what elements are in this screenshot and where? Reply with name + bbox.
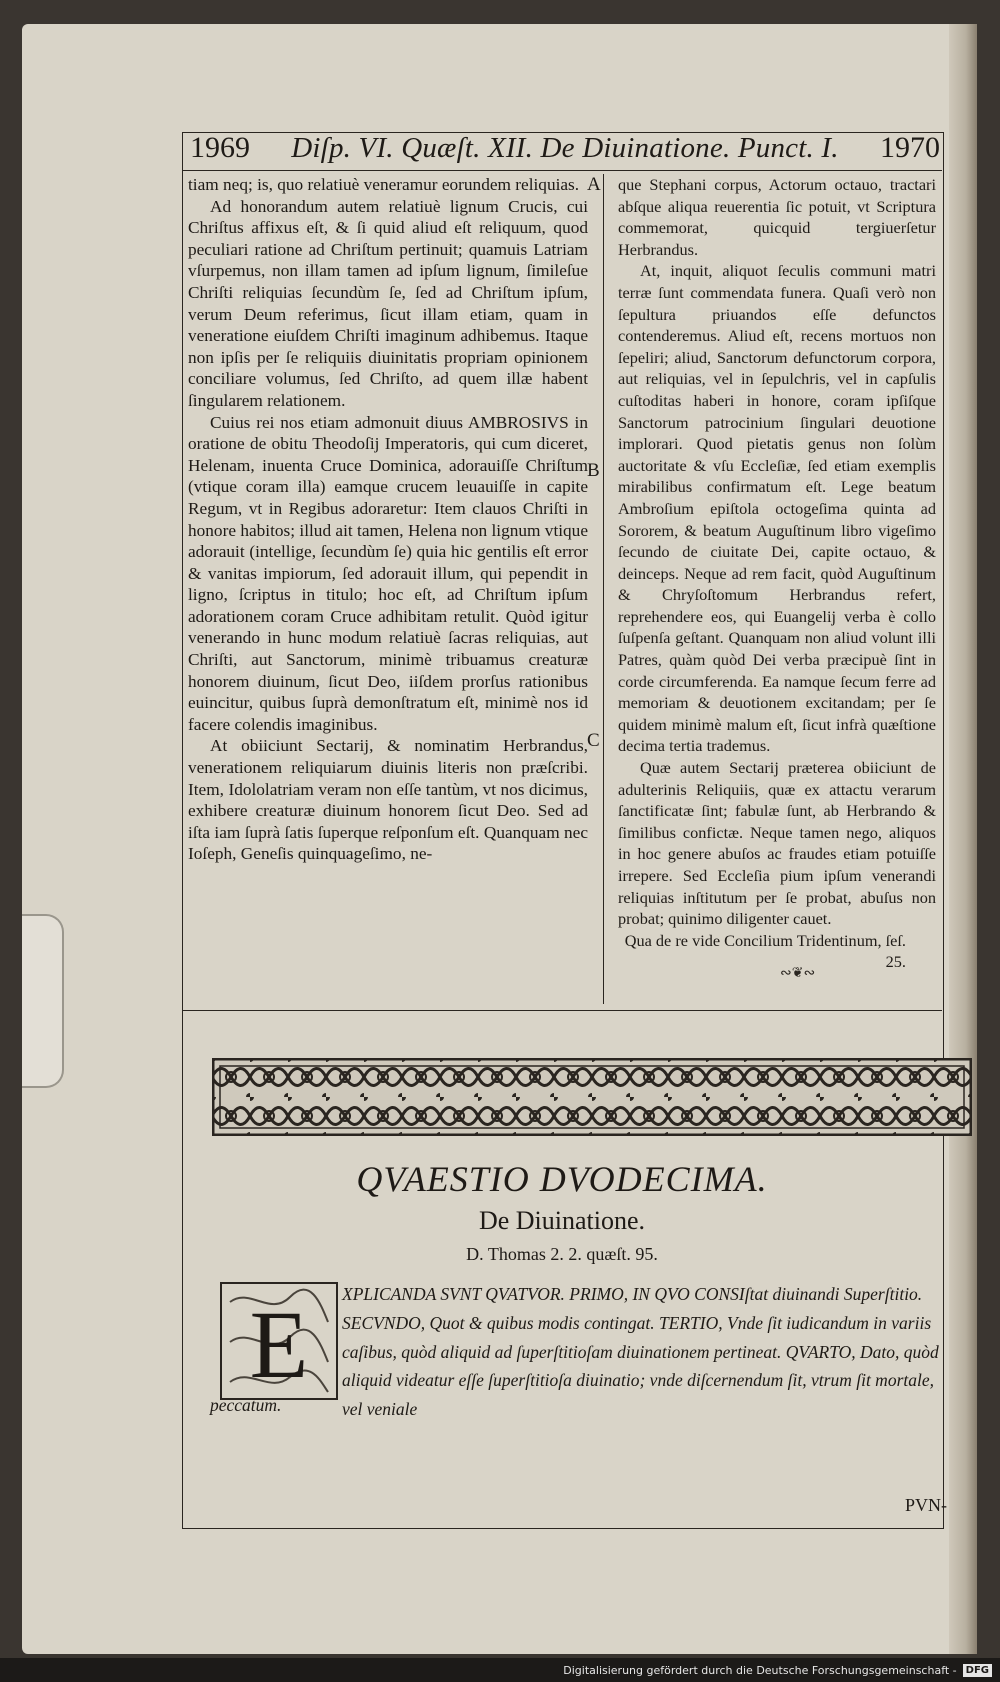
paragraph: Qua de re vide Concilium Tridentinum, ſeſ. 25.: [624, 930, 906, 972]
right-column: [618, 174, 936, 973]
digitization-footer: [0, 1658, 1000, 1682]
paragraph: tiam neq; is, quo relatiuè veneramur eorundem reliquias.: [188, 175, 580, 194]
section-rule: [182, 1010, 942, 1011]
running-title: Diſp. VI. Quæſt. XII. De Diuinatione. Punct. I.: [291, 131, 839, 164]
page-number-left: 1969: [190, 131, 250, 164]
binding-clip: [22, 914, 64, 1088]
column-divider: [603, 174, 604, 1004]
paragraph: Cuius rei nos etiam admonuit diuus AMBROSIVS in oratione de obitu Theodoſij Imperatoris, qui cum diceret, Helenam, inuenta Cruce Dominica, adorauiſſe Chriſtum (vtique coram illa) eamque crucem leuauiſſe in capite Regum, vt in Regibus adoraretur: Item clauos Chriſti in honore habitos; illud ait tamen, Helena non lignum vtique adorauit (intellige, ſecundùm ſe) quia hic gentilis eſt error & vanitas impiorum, ſed adorauit illum, qui pependit in ligno, ſcriptus in titulo; hoc eſt, ad Chriſtum ipſum adorationem coram Cruce adhibitam retulit. Quòd igitur venerando in hunc modum relatiuè ſacras reliquias, aut Chriſti, aut Sanctorum, minimè tribuamus creaturæ honorem diuinum, ſicut Deo, iiſdem prorſus rationibus euincitur, quibus ſuprà demonſtratum eſt, minimè nos id facere colendis imaginibus.: [188, 412, 588, 734]
paragraph: Ad honorandum autem relatiuè lignum Crucis, cui Chriſtus affixus eſt, & ſi quid aliud eſt reliquum, quod peculiari ratione ad Chriſtum pertinuit; quamuis Latriam vſurpemus, non illam tamen ad ipſum lignum, ſimileſue Chriſti reliquias ſecundùm ſe, ſed ad Chriſtum ipſum, verum Deum referimus, ſicut illam etiam, quam in veneratione eiuſdem Chriſti imaginum adhibemus. Itaque non ipſis per ſe reliquiis diuinitatis propriam opinionem conciliare volumus, ſed Chriſto, ad quem illæ habent ſingularem relationem.: [188, 196, 588, 410]
paragraph: Quæ autem Sectarij præterea obiiciunt de adulterinis Reliquiis, quæ ex attactu verarum ſanctificatæ ſint; fabulæ ſunt, ab Herbrando & ſimilibus confictæ. Neque tamen nego, aliquos in hoc genere abuſos ac fraudes etiam potuiſſe irrepere. Sed Eccleſia pium ipſum venerandi reliquias inſtitutum per ſe probat, abuſus non probat; quinimo diligenter cauet.: [618, 758, 936, 929]
paragraph: At obiiciunt Sectarij, & nominatim Herbrandus, venerationem reliquiarum diuinis literis non præſcribi. Item, Idololatriam veram non eſſe tantùm, vt nos dicimus, exhibere creaturæ diuinum honorem ſicut Deo. Sed ad iſta iam ſuprà ſatis ſuperque reſponſum eſt. Quanquam nec Ioſeph, Geneſis quinquageſimo, ne-: [188, 736, 588, 864]
margin-letter-c: C: [587, 730, 600, 751]
dfg-logo: DFG: [963, 1664, 992, 1677]
flourish-ornament: ∾❦∾: [780, 965, 816, 981]
question-title: QVAESTIO DVODECIMA.: [356, 1159, 768, 1199]
margin-letter-a: A: [587, 174, 601, 195]
header-rule: [182, 170, 942, 171]
margin-letter-b: B: [587, 460, 600, 481]
page-edge: [949, 24, 977, 1654]
question-reference: D. Thomas 2. 2. quæſt. 95.: [466, 1244, 658, 1264]
catchword: PVN-: [905, 1495, 948, 1515]
running-header: [190, 128, 940, 168]
footer-credit: Digitalisierung gefördert durch die Deutsche Forschungsgemeinschaft -: [563, 1663, 957, 1677]
question-intro: XPLICANDA SVNT QVATVOR. PRIMO, IN QVO CONSIſtat diuinandi Superſtitio. SECVNDO, Quot & quibus modis contingat. TERTIO, Vnde ſit iudicandum in variis caſibus, quòd aliquid ad ſuperſtitioſam diuinationem pertineat. QVARTO, Dato, quòd aliquid videatur eſſe ſuperſtitioſa diuinatio; vnde diſcernendum ſit, vtrum ſit mortale, vel veniale: [342, 1284, 939, 1420]
initial-letter: E: [249, 1291, 309, 1398]
left-column: [188, 174, 588, 865]
paragraph: que Stephani corpus, Actorum octauo, tractari abſque aliqua reuerentia ſic potuit, vt Scriptura commemorat, quicquid tergiuerſetur Herbrandus.: [618, 175, 936, 259]
decorative-band-ornament: [212, 1058, 972, 1136]
page-number-right: 1970: [879, 131, 940, 164]
question-subtitle: De Diuinatione.: [478, 1206, 646, 1235]
question-intro-tail: peccatum.: [210, 1395, 282, 1415]
decorated-initial: [220, 1282, 338, 1400]
paragraph: At, inquit, aliquot ſeculis communi matri terræ ſunt commendata funera. Quaſi verò non ſepultura priuandos eſſe defunctos contenderemus. Aliud eſt, recens mortuos non ſepeliri; aliud, Sanctorum defunctorum corpora, aut reliquias, vel in ſepulchris, vel in capſulis cuſtoditas haberi in honore, coram ipſiſque Sanctorum patrocinium ſingulari deuotione implorari. Quod pietatis genus non ſolùm auctoritate & vſu Eccleſiæ, ſed etiam exemplis mirabilibus confirmatum eſt. Lege beatum Ambroſium epiſtola octogeſima quinta ad Sororem, & beatum Auguſtinum libro vigeſimo ſecundo de ciuitate Dei, capite octauo, & deinceps. Neque ad rem facit, quòd Auguſtinum & Chryſoſtomum Herbrandus refert, reprehendere eos, qui Euangelij verba è collo ſuſpenſa geſtant. Quanquam non aliud volunt illi Patres, quàm quòd Dei verba præcipuè ſint in corde circumferenda. Ea namque ſecum ferre ad memoriam & deuotionem excitandam; per ſe quidem minimè malum eſt, ſicut infrà quæſtione decima tertia trademus.: [618, 261, 936, 756]
